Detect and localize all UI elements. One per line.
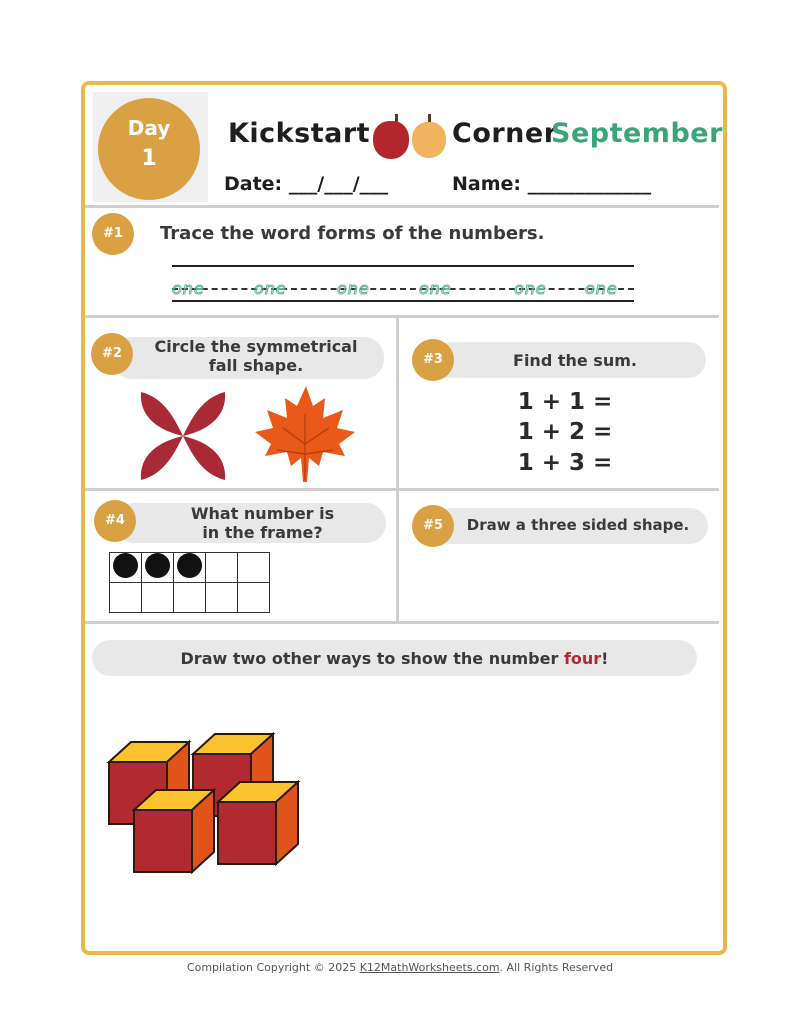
question-6-prompt	[92, 649, 697, 668]
copyright-footer	[0, 961, 800, 974]
divider	[85, 621, 719, 624]
trace-word[interactable]: one	[172, 279, 205, 298]
footer-suffix: . All Rights Reserved	[499, 961, 614, 974]
ten-frame-cell	[142, 583, 174, 613]
ten-frame-cell	[238, 583, 270, 613]
title-month: September	[551, 118, 723, 149]
question-4-prompt	[150, 504, 375, 542]
ten-frame-cell	[206, 553, 238, 583]
trace-word[interactable]: one	[254, 279, 287, 298]
counter-dot	[145, 553, 170, 578]
counter-dot	[113, 553, 138, 578]
question-3-prompt: Find the sum.	[513, 351, 637, 370]
question-3-badge: #3	[412, 339, 454, 381]
cube	[218, 782, 298, 864]
date-field[interactable]: Date: ___/___/___	[224, 173, 389, 195]
title-kickstart: Kickstart	[228, 118, 371, 149]
question-6-punctuation: !	[601, 649, 609, 668]
yellow-apple-icon	[412, 122, 446, 158]
maple-leaf-shape[interactable]	[253, 384, 359, 484]
question-6-text: Draw two other ways to show the number	[180, 649, 564, 668]
question-4-badge: #4	[94, 500, 136, 542]
ten-frame-cell	[174, 583, 206, 613]
symmetrical-petal-shape[interactable]	[135, 390, 231, 482]
sum-row[interactable]: 1 + 3 =	[517, 450, 613, 476]
question-1-prompt: Trace the word forms of the numbers.	[160, 223, 545, 244]
divider	[85, 315, 719, 318]
question-4-line-1: What number is	[190, 504, 335, 523]
ten-frame-cell	[238, 553, 270, 583]
question-2-badge: #2	[91, 333, 133, 375]
question-6-number-word: four	[563, 649, 602, 668]
question-4-line-2: in the frame?	[202, 523, 323, 542]
ten-frame-cell	[206, 583, 238, 613]
trace-word[interactable]: one	[585, 279, 618, 298]
footer-prefix: Compilation Copyright © 2025	[186, 961, 360, 974]
divider	[85, 205, 719, 208]
day-number: 1	[141, 146, 157, 171]
ten-frame-cell	[110, 553, 142, 583]
ten-frame-cell	[142, 553, 174, 583]
question-2-line-2: fall shape.	[208, 356, 304, 375]
name-field[interactable]: Name: _____________	[452, 173, 652, 195]
title-corner: Corner	[452, 118, 558, 149]
divider	[396, 318, 399, 621]
trace-base-line	[172, 300, 634, 302]
cube	[134, 790, 214, 872]
divider	[85, 488, 719, 491]
counter-dot	[177, 553, 202, 578]
trace-mid-line	[172, 288, 634, 290]
ten-frame-cell	[110, 583, 142, 613]
red-apple-icon	[373, 121, 409, 159]
apple-stem	[428, 114, 431, 122]
day-badge	[98, 98, 200, 200]
trace-top-line	[172, 265, 634, 267]
sum-row[interactable]: 1 + 2 =	[517, 419, 613, 445]
day-label: Day	[127, 116, 171, 140]
question-5-badge: #5	[412, 505, 454, 547]
footer-site-link[interactable]: K12MathWorksheets.com	[359, 961, 500, 974]
trace-word[interactable]: one	[419, 279, 452, 298]
question-2-line-1: Circle the symmetrical	[154, 337, 358, 356]
sum-row[interactable]: 1 + 1 =	[517, 389, 613, 415]
question-5-prompt: Draw a three sided shape.	[466, 516, 690, 534]
ten-frame	[109, 552, 270, 613]
question-1-badge: #1	[92, 213, 134, 255]
trace-word[interactable]: one	[514, 279, 547, 298]
ten-frame-cell	[174, 553, 206, 583]
trace-word[interactable]: one	[337, 279, 370, 298]
four-cubes-illustration	[104, 728, 304, 888]
question-2-prompt	[136, 337, 376, 375]
